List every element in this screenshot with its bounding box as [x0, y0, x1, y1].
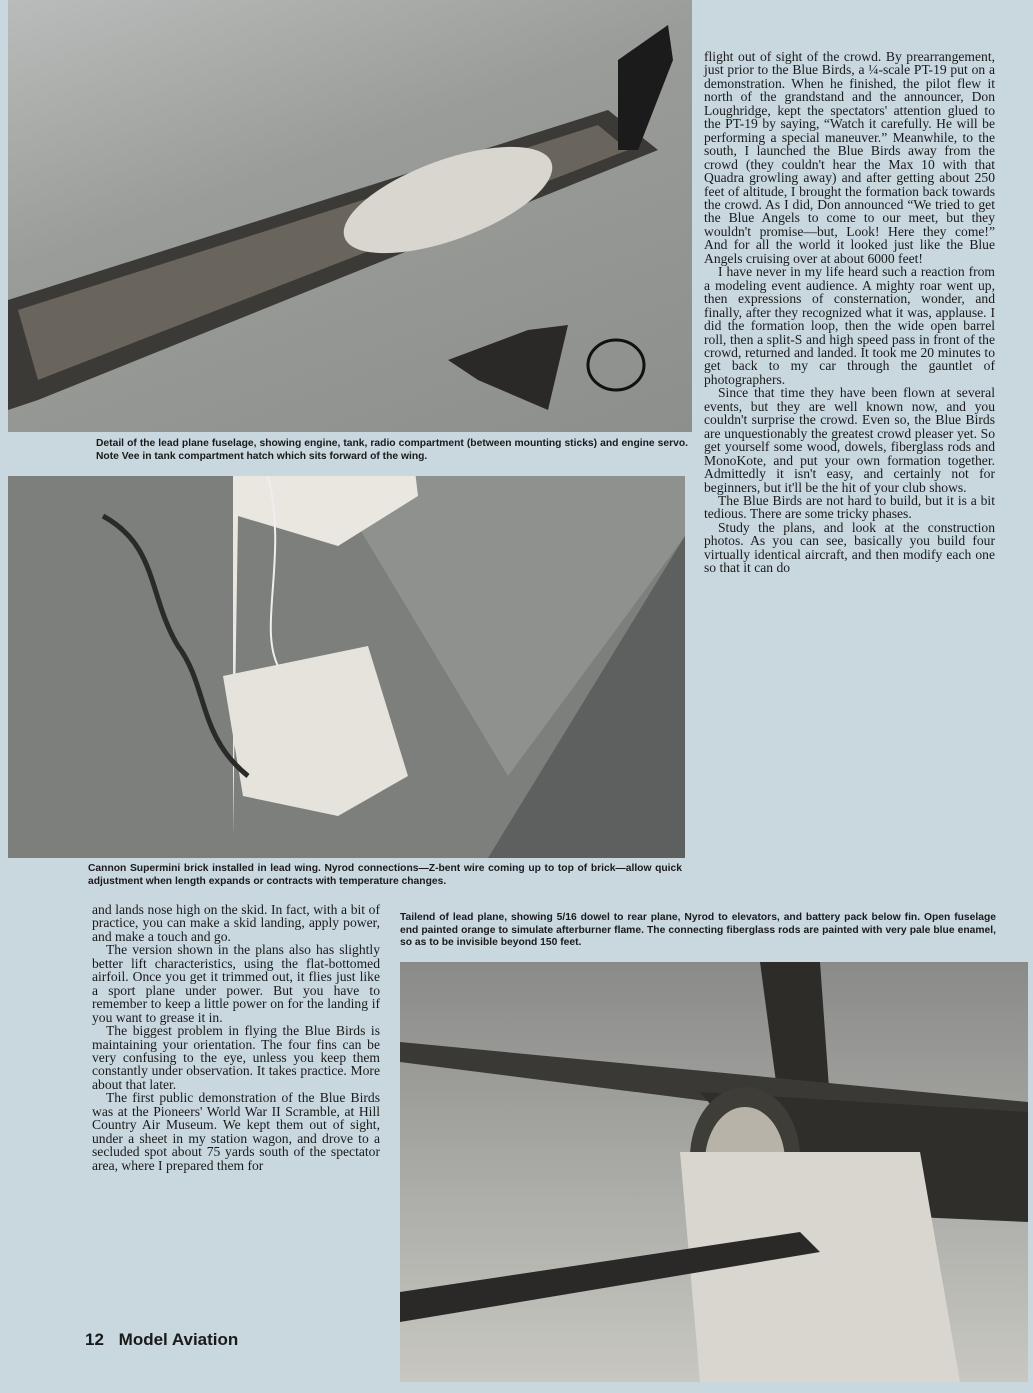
- fuselage-caption: Detail of the lead plane fuselage, showing engine, tank, radio compartment (between mounting sticks) and engine servo. Note Vee in tank compartment hatch which sits forward of the wing.: [96, 438, 688, 462]
- paragraph: and lands nose high on the skid. In fact, with a bit of practice, you can make a skid landing, apply power, and make a touch and go.: [92, 902, 380, 944]
- paragraph: The biggest problem in flying the Blue Birds is maintaining your orientation. The four fins can be very confusing to the eye, unless you keep them constantly under observation. It takes practice. More about that later.: [92, 1023, 380, 1092]
- fuselage-photo: [8, 0, 692, 432]
- wing-illustration: [8, 476, 685, 858]
- tailend-photo: [400, 962, 1028, 1382]
- paragraph: I have never in my life heard such a reaction from a modeling event audience. A mighty roar went up, then expressions of consternation, wonder, and finally, after they recognized what it was, applause. I did the formation loop, then the wide open barrel roll, then a split-S and high speed pass in front of the crowd, returned and landed. It took me 20 minutes to get back to my car through the gauntlet of photographers.: [704, 264, 995, 387]
- paragraph: The Blue Birds are not hard to build, but it is a bit tedious. There are some tricky phases.: [704, 492, 995, 522]
- paragraph: Since that time they have been flown at several events, but they are well known now, and you couldn't surprise the crowd. Even so, the Blue Birds are unquestionably the greatest crowd pleaser yet. So get yourself some wood, dowels, fiberglass rods and MonoKote, and put your own formation together. Admittedly it isn't easy, and certainly not for beginners, but it'll be the hit of your club shows.: [704, 385, 995, 495]
- fuselage-illustration: [8, 0, 692, 432]
- wing-servo-photo: [8, 476, 685, 858]
- tailend-caption: Tailend of lead plane, showing 5/16 dowel to rear plane, Nyrod to elevators, and battery pack below fin. Open fuselage end painted orange to simulate afterburner flame. The connecting fiberglass rods are painted with very pale blue enamel, so as to be invisible beyond 150 feet.: [400, 912, 996, 948]
- right-text-column: [704, 50, 995, 575]
- page-number: 12: [85, 1330, 104, 1349]
- left-text-column: [92, 903, 380, 1172]
- tailend-illustration: [400, 962, 1028, 1382]
- page-footer: [85, 1330, 248, 1350]
- paragraph: The version shown in the plans also has slightly better lift characteristics, using the flat-bottomed airfoil. Once you get it trimmed out, it flies just like a sport plane under power. But you have to remember to keep a little power on for the landing if you want to grease it in.: [92, 942, 380, 1025]
- paragraph: flight out of sight of the crowd. By prearrangement, just prior to the Blue Birds, a ¼-scale PT-19 put on a demonstration. When he finished, the pilot flew it north of the grandstand and the announcer, Don Loughridge, kept the spectators' attention glued to the PT-19 by saying, “Watch it carefully. He will be performing a special maneuver.” Meanwhile, to the south, I launched the Blue Birds away from the crowd (they couldn't hear the Max 10 with that Quadra growling away) and after getting about 250 feet of altitude, I brought the formation back towards the crowd. As I did, Don announced “We tried to get the Blue Angels to come to our meet, but they wouldn't promise—but, Look! Here they come!” And for all the world it looked just like the Blue Angels cruising over at about 6000 feet!: [704, 49, 995, 266]
- paragraph: The first public demonstration of the Blue Birds was at the Pioneers' World War II Scramble, at Hill Country Air Museum. We kept them out of sight, under a sheet in my station wagon, and drove to a secluded spot about 75 yards south of the spectator area, where I prepared them for: [92, 1090, 380, 1173]
- magazine-name: Model Aviation: [118, 1330, 239, 1349]
- paragraph: Study the plans, and look at the construction photos. As you can see, basically you build four virtually identical aircraft, and then modify each one so that it can do: [704, 519, 995, 576]
- wing-caption: Cannon Supermini brick installed in lead wing. Nyrod connections—Z-bent wire coming up to top of brick—allow quick adjustment when length expands or contracts with temperature changes.: [88, 863, 682, 887]
